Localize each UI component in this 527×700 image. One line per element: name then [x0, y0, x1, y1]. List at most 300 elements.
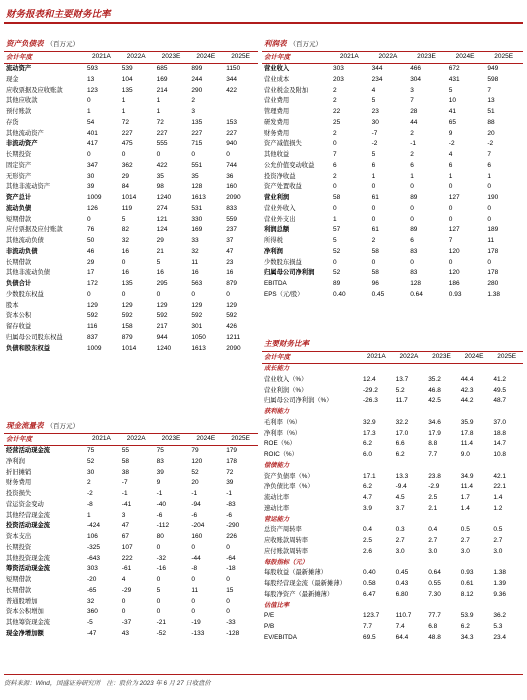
cell-value: 83	[156, 457, 164, 465]
row-label: 非流动负债	[6, 247, 38, 255]
row-label: 营业税金及附加	[264, 86, 309, 94]
table-row	[262, 150, 523, 161]
row-label: 其他流动资产	[6, 129, 44, 137]
cell-value: 11.4	[460, 440, 473, 448]
cell-value: 11	[191, 258, 199, 266]
cell-value: 551	[191, 161, 203, 169]
table-row	[4, 586, 258, 597]
row-label: 应收票据及应收账款	[6, 86, 63, 94]
table-row	[262, 633, 523, 644]
cell-value: 0.4	[363, 526, 373, 534]
cell-value: 7	[487, 86, 491, 94]
cell-value: 0.45	[371, 290, 385, 298]
cell-value: 0	[121, 258, 126, 266]
cell-value: 214	[156, 86, 168, 94]
cell-value: 4	[448, 151, 453, 159]
cell-value: 2	[333, 172, 337, 180]
cell-value: 79	[191, 447, 199, 455]
cell-value: 3	[121, 511, 126, 519]
row-label: 营运能力	[264, 515, 290, 523]
cell-value: 672	[448, 65, 460, 73]
cell-value: -65	[87, 586, 97, 594]
cell-value: 83	[410, 269, 418, 277]
row-label: 应付票据及应付账款	[6, 226, 63, 234]
cell-value: 13	[87, 75, 95, 83]
table-row	[4, 457, 258, 468]
row-label: 固定资产	[6, 161, 32, 169]
cell-value: 2090	[226, 344, 241, 352]
row-label: 归属母公司股东权益	[6, 333, 63, 341]
row-label: 偿债能力	[264, 461, 290, 469]
cell-value: 32	[87, 597, 95, 605]
cell-value: 1240	[156, 344, 172, 352]
cell-value: 227	[191, 129, 203, 137]
row-label: 营业费用	[264, 97, 290, 105]
cell-value: 0	[191, 576, 196, 584]
row-label: 无形资产	[6, 172, 32, 180]
income-statement-title-text: 利润表	[264, 39, 287, 48]
cell-value: 5	[156, 258, 161, 266]
cell-value: 0.40	[333, 290, 346, 298]
cell-value: -29.2	[363, 386, 378, 394]
year-header: 2021A	[84, 434, 119, 445]
cell-value: 1.38	[493, 569, 507, 577]
cell-value: 2	[191, 97, 196, 105]
cell-value: 0.93	[448, 290, 462, 298]
cell-value	[490, 600, 523, 611]
year-header: 2022A	[119, 434, 154, 445]
table-row	[262, 396, 523, 407]
row-label: 其他非流动负债	[6, 269, 51, 277]
cell-value: -6	[156, 511, 163, 519]
cell-value: 0	[121, 151, 126, 159]
cell-value: 39	[226, 479, 234, 487]
cell-value: 11	[487, 237, 495, 245]
table-row	[4, 63, 258, 74]
table-row	[4, 150, 258, 161]
cell-value: 0	[156, 543, 161, 551]
cell-value: 129	[191, 301, 203, 309]
row-label: 营业成本	[264, 75, 290, 83]
cell-value: 9.0	[460, 451, 470, 459]
table-row	[4, 225, 258, 236]
cell-value: -6	[226, 511, 232, 519]
row-label: 投资净收益	[264, 172, 296, 180]
cell-value: 47	[121, 522, 130, 530]
cell-value: 685	[156, 65, 168, 73]
cell-value: 80	[156, 533, 164, 541]
cell-value: 203	[333, 75, 344, 83]
cell-value: 592	[226, 312, 238, 320]
cell-value: 1.39	[493, 580, 507, 588]
cell-value: 55	[121, 447, 130, 455]
cell-value: 6.2	[460, 623, 470, 631]
table-row	[262, 257, 523, 268]
cell-value: 422	[226, 86, 238, 94]
row-label: 研发费用	[264, 118, 290, 126]
cell-value: 61	[371, 226, 379, 234]
cell-value: 2	[333, 129, 337, 137]
cell-value: 28	[410, 108, 418, 116]
cell-value: 58	[371, 247, 379, 255]
cell-value: 10	[448, 97, 457, 105]
cell-value	[425, 514, 458, 525]
cell-value: 7	[448, 237, 453, 245]
cell-value: -133	[191, 629, 205, 637]
cell-value	[393, 600, 426, 611]
cell-value: 88	[487, 118, 495, 126]
cell-value: 0	[448, 183, 453, 191]
table-row	[4, 107, 258, 118]
cell-value	[425, 600, 458, 611]
row-label: 经营活动现金流	[6, 447, 51, 455]
row-label: 总资产周转率	[264, 526, 302, 534]
cell-value: 67	[121, 533, 130, 541]
cell-value	[360, 407, 393, 418]
row-label: 净负债比率（%）	[264, 483, 314, 491]
row-label: 净利润	[6, 457, 25, 465]
row-label: 留存收益	[6, 323, 32, 331]
cell-value: 417	[87, 140, 98, 148]
cell-value: 23.8	[428, 472, 441, 480]
cash-flow-title-text: 现金流量表	[6, 421, 44, 430]
cell-value: 1	[87, 511, 91, 519]
cell-value: 217	[156, 323, 168, 331]
row-label: 估值比率	[264, 601, 290, 609]
row-label: 资产处置收益	[264, 183, 302, 191]
cell-value: 20	[487, 129, 495, 137]
cell-value: 8.8	[428, 440, 438, 448]
cell-value: -37	[121, 619, 132, 627]
cell-value: -1	[226, 490, 232, 498]
cell-value: 57	[333, 226, 341, 234]
cell-value: 2090	[226, 194, 241, 202]
cell-value: 0	[487, 215, 491, 223]
cell-value: 426	[226, 323, 238, 331]
income-statement-unit: （百万元）	[289, 40, 322, 48]
row-label: 资产负债率（%）	[264, 472, 314, 480]
cell-value: 1	[87, 108, 91, 116]
balance-sheet-panel	[4, 38, 258, 354]
cell-value: 18.8	[493, 429, 507, 437]
cell-value: 6	[487, 161, 491, 169]
cell-value: 531	[191, 204, 203, 212]
row-label: 获利能力	[264, 408, 290, 416]
cell-value: -2	[448, 140, 455, 148]
table-row	[4, 268, 258, 279]
table-row	[262, 247, 523, 258]
cell-value: 106	[87, 533, 98, 541]
cell-value: -20	[87, 576, 97, 584]
cell-value: 0	[156, 608, 161, 616]
cell-value: 52	[191, 468, 199, 476]
cell-value: 2	[410, 151, 414, 159]
cell-value: 0	[333, 204, 337, 212]
cell-value: 6	[448, 161, 453, 169]
cell-value: 0	[191, 597, 196, 605]
cell-value: 0	[487, 183, 491, 191]
cell-value: 13.7	[395, 375, 409, 383]
cell-value: -128	[226, 629, 240, 637]
cell-value: 43	[121, 629, 130, 637]
table-row	[4, 257, 258, 268]
table-row	[262, 504, 523, 515]
cell-value	[490, 557, 523, 568]
cell-value: 3.0	[395, 547, 405, 555]
row-label: 投资损失	[6, 490, 32, 498]
row-label: 所得税	[264, 237, 283, 245]
cell-value: -40	[156, 500, 166, 508]
row-label: 其他应收款	[6, 97, 38, 105]
year-header: 2021A	[360, 352, 393, 363]
cell-value: 72	[156, 118, 164, 126]
row-label: 负债和股东权益	[6, 344, 51, 352]
cell-value: 0	[226, 151, 230, 159]
table-row	[4, 96, 258, 107]
table-row	[4, 290, 258, 301]
cell-value: 0.58	[363, 580, 376, 588]
row-label: 其他流动负债	[6, 237, 44, 245]
row-label: 股本	[6, 301, 19, 309]
cell-value	[223, 107, 258, 118]
row-label: 非流动资产	[6, 140, 38, 148]
cell-value: 22	[333, 108, 341, 116]
cell-value: 53.9	[460, 612, 474, 620]
cell-value: 17.8	[460, 429, 474, 437]
cell-value: 0.4	[428, 526, 438, 534]
cell-value: -6	[191, 511, 198, 519]
table-row	[4, 445, 258, 456]
table-row	[4, 629, 258, 640]
cell-value: 0	[226, 290, 230, 298]
row-label: 应收账款周转率	[264, 537, 309, 545]
page-title-bar	[4, 2, 523, 24]
cell-value: 0	[371, 204, 376, 212]
cell-value: 76	[87, 226, 95, 234]
cell-value: 51	[487, 108, 495, 116]
cell-value: 7.7	[428, 451, 438, 459]
cell-value: 6.2	[395, 451, 405, 459]
table-row	[4, 510, 258, 521]
table-row	[262, 461, 523, 472]
table-row	[262, 428, 523, 439]
cell-value: 401	[87, 129, 98, 137]
cell-value: 35.9	[460, 418, 474, 426]
cell-value: 178	[226, 457, 238, 465]
cell-value: 127	[448, 226, 460, 234]
cell-value: 1	[448, 172, 453, 180]
row-label: 流动资产	[6, 65, 32, 73]
cell-value: 89	[410, 226, 418, 234]
cell-value: 37	[226, 237, 234, 245]
cell-value: 153	[226, 118, 238, 126]
table-header-row	[4, 434, 258, 445]
cell-value: 48.8	[428, 633, 441, 641]
cell-value: 8.12	[460, 590, 474, 598]
cell-value: -8	[191, 565, 198, 573]
cell-value: -18	[226, 565, 236, 573]
table-row	[4, 553, 258, 564]
cell-value: 347	[87, 161, 98, 169]
cell-value: 121	[156, 215, 168, 223]
table-row	[4, 182, 258, 193]
cell-value: 0.5	[460, 526, 470, 534]
cell-value: 559	[226, 215, 238, 223]
cell-value: 1.4	[460, 504, 470, 512]
cell-value: 13	[487, 97, 495, 105]
cell-value: 23	[371, 108, 379, 116]
row-label: 长期借款	[6, 258, 32, 266]
cell-value: 20	[191, 479, 199, 487]
cell-value: 120	[448, 247, 460, 255]
row-label: 其他经营现金流	[6, 511, 51, 519]
financial-ratios-title	[262, 338, 523, 352]
cell-value: 6.47	[363, 590, 376, 598]
cell-value: 475	[121, 140, 133, 148]
cell-value: 1009	[87, 194, 102, 202]
cell-value: 303	[87, 565, 98, 573]
cell-value: 0	[87, 290, 91, 298]
table-row	[262, 514, 523, 525]
cell-value: 0	[487, 258, 491, 266]
cell-value: 0	[156, 290, 161, 298]
year-header: 2022A	[393, 352, 426, 363]
table-header-row	[262, 352, 523, 363]
cell-value: 30	[87, 468, 95, 476]
financial-ratios-title-text: 主要财务比率	[264, 339, 309, 348]
cell-value: 32.9	[363, 418, 376, 426]
cell-value: 222	[121, 554, 133, 562]
row-label: 管理费用	[264, 108, 290, 116]
cell-value: 227	[156, 129, 168, 137]
cell-value: 0.45	[395, 569, 409, 577]
row-label: 短期借款	[6, 576, 32, 584]
cell-value: 4.7	[363, 494, 373, 502]
cell-value: 879	[121, 333, 133, 341]
cell-value: -204	[191, 522, 205, 530]
cell-value: 598	[487, 75, 499, 83]
table-row	[4, 139, 258, 150]
page-title: 财务报表和主要财务比率	[6, 9, 111, 20]
cell-value: 33	[191, 237, 199, 245]
cell-value: 36	[226, 172, 234, 180]
cell-value: 119	[121, 204, 133, 212]
table-row	[4, 607, 258, 618]
cell-value: 3.7	[395, 504, 405, 512]
row-label: 普通股增加	[6, 597, 38, 605]
cell-value: 25	[333, 118, 341, 126]
cell-value: 1150	[226, 65, 241, 73]
row-label: 预付账款	[6, 108, 32, 116]
cell-value: 6.2	[363, 483, 373, 491]
cell-value: 42.1	[493, 472, 507, 480]
table-row	[4, 118, 258, 129]
cell-value: 169	[191, 226, 203, 234]
cell-value	[425, 557, 458, 568]
cell-value: -19	[191, 619, 201, 627]
row-label: 净利润	[264, 247, 283, 255]
cell-value: 0	[410, 258, 414, 266]
cell-value: 0	[487, 204, 491, 212]
table-row	[4, 521, 258, 532]
cell-value: 110.7	[395, 612, 412, 620]
cell-value: 135	[121, 86, 133, 94]
cell-value: 127	[448, 194, 460, 202]
row-label: 现金	[6, 75, 19, 83]
cell-value: 2.5	[428, 494, 438, 502]
cell-value: 4.5	[395, 494, 405, 502]
cell-value: 189	[487, 226, 499, 234]
cell-value: 3	[191, 108, 196, 116]
cell-value: 1014	[121, 194, 137, 202]
cell-value: 3.9	[363, 504, 373, 512]
cell-value	[360, 557, 393, 568]
cell-value: 899	[191, 65, 203, 73]
cell-value: 2.5	[363, 537, 373, 545]
cash-flow-table	[4, 434, 258, 639]
cell-value: 39	[156, 468, 164, 476]
row-label: 其他收益	[264, 151, 290, 159]
cell-value: 30	[87, 172, 95, 180]
cell-value: 1	[487, 172, 491, 180]
cell-value: 17	[87, 269, 95, 277]
cell-value: 944	[156, 333, 168, 341]
cell-value: 5	[371, 151, 376, 159]
cell-value: 879	[226, 280, 238, 288]
cell-value: 0	[226, 608, 230, 616]
cell-value: 593	[87, 65, 98, 73]
cell-value: 120	[448, 269, 460, 277]
table-header-row	[262, 52, 523, 63]
row-label: 公允价值变动收益	[264, 161, 315, 169]
cell-value: 6.2	[363, 440, 373, 448]
table-row	[262, 471, 523, 482]
table-row	[262, 385, 523, 396]
cell-value: 126	[87, 204, 98, 212]
cell-value: 3.0	[428, 547, 438, 555]
cell-value: 0	[448, 204, 453, 212]
row-label: 营业收入	[264, 65, 290, 73]
cell-value: 44.2	[460, 397, 474, 405]
cell-value: 466	[410, 65, 422, 73]
cell-value: 7	[487, 151, 491, 159]
table-row	[262, 547, 523, 558]
cell-value: 17.9	[428, 429, 441, 437]
cell-value: 0	[226, 576, 230, 584]
cell-value: 9	[156, 479, 161, 487]
cell-value: 6.80	[395, 590, 409, 598]
cell-value: 0	[156, 597, 161, 605]
cell-value: 158	[121, 323, 133, 331]
cell-value: 344	[371, 65, 383, 73]
cell-value: 128	[191, 183, 203, 191]
financial-ratios-table	[262, 352, 523, 643]
table-row	[4, 343, 258, 354]
cell-value	[458, 514, 491, 525]
cell-value: 5	[448, 86, 453, 94]
cell-value: 41	[448, 108, 457, 116]
cell-value: 16	[156, 269, 164, 277]
table-header-row	[4, 52, 258, 63]
table-row	[4, 300, 258, 311]
cell-value: 84	[121, 183, 130, 191]
cell-value: 17.3	[363, 429, 376, 437]
row-label: 营运资金变动	[6, 500, 44, 508]
table-row	[4, 532, 258, 543]
cell-value: 0	[87, 215, 91, 223]
cell-value: 5.2	[395, 386, 405, 394]
cell-value: 12.4	[363, 375, 376, 383]
